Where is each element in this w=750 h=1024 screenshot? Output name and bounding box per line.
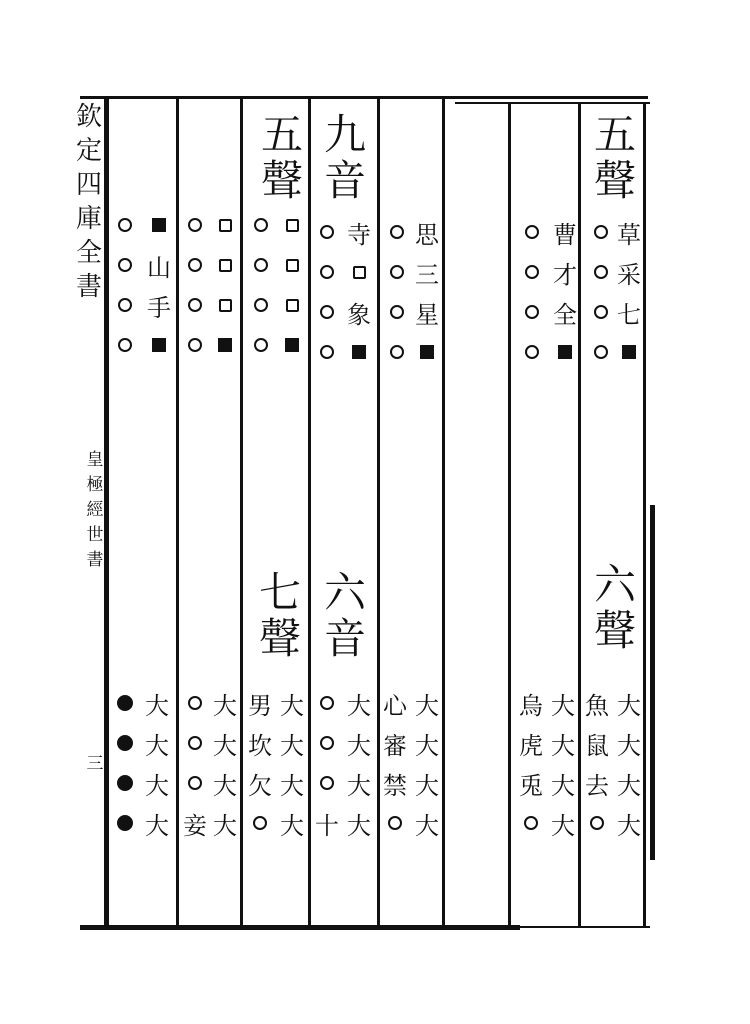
glyph-text: 大: [551, 731, 575, 760]
upper-column: [208, 205, 242, 365]
heading-wu-sheng-right: 五聲: [593, 110, 636, 205]
circle-mark: [310, 292, 344, 332]
lower-column: [208, 683, 242, 843]
filled-square-mark-shape: [218, 338, 232, 352]
glyph-text: 星: [415, 300, 439, 329]
circle-mark: [243, 803, 277, 843]
filled-circle-mark: [108, 683, 142, 723]
circle-mark-shape: [320, 225, 334, 239]
glyph-text: 全: [553, 300, 577, 329]
circle-mark-shape: [320, 776, 334, 790]
filled-square-mark-shape: [558, 345, 572, 359]
filled-square-mark: [142, 205, 176, 245]
glyph-text: 大: [145, 811, 169, 840]
circle-mark-shape: [390, 225, 404, 239]
glyph-text: 禁: [383, 771, 407, 800]
circle-mark: [108, 205, 142, 245]
glyph-text: 七: [617, 300, 641, 329]
heading-qi-sheng: 七聲: [258, 568, 301, 663]
circle-mark-shape: [254, 298, 268, 312]
circle-mark: [178, 683, 212, 723]
filled-circle-mark-shape: [117, 735, 133, 751]
glyph-text: 大: [347, 771, 371, 800]
glyph-text: 大: [415, 691, 439, 720]
upper-column: [548, 212, 582, 372]
glyph-text: 心: [383, 691, 407, 720]
hollow-square-mark: [275, 285, 309, 325]
glyph-text: 大: [280, 691, 304, 720]
circle-mark-shape: [254, 258, 268, 272]
hollow-square-mark: [275, 205, 309, 245]
circle-mark-shape: [188, 736, 202, 750]
circle-mark-shape: [320, 305, 334, 319]
circle-mark: [378, 803, 412, 843]
glyph-text: 大: [213, 691, 237, 720]
lower-column: [342, 683, 376, 843]
hollow-square-mark-shape: [219, 299, 232, 312]
heading-liu-sheng: 六聲: [593, 560, 636, 655]
circle-mark: [515, 292, 549, 332]
filled-square-mark: [612, 332, 646, 372]
glyph-text: 三: [415, 260, 439, 289]
hollow-square-mark-shape: [219, 219, 232, 232]
circle-mark-shape: [188, 298, 202, 312]
circle-mark-shape: [320, 696, 334, 710]
circle-mark: [380, 292, 414, 332]
glyph-text: 山: [147, 253, 171, 282]
circle-mark-shape: [118, 258, 132, 272]
circle-mark: [310, 332, 344, 372]
circle-mark-shape: [388, 816, 402, 830]
lower-column: [178, 683, 212, 843]
hollow-square-mark-shape: [286, 259, 299, 272]
glyph-text: 手: [147, 293, 171, 322]
circle-mark: [244, 285, 278, 325]
top-rule: [80, 96, 648, 99]
filled-square-mark: [410, 332, 444, 372]
hollow-square-mark: [208, 285, 242, 325]
circle-mark-shape: [320, 265, 334, 279]
lower-column: [612, 683, 646, 843]
circle-mark-shape: [525, 305, 539, 319]
circle-mark: [108, 325, 142, 365]
glyph-text: 大: [415, 811, 439, 840]
circle-mark: [108, 245, 142, 285]
circle-mark: [178, 285, 212, 325]
glyph-text: 審: [383, 731, 407, 760]
circle-mark: [310, 723, 344, 763]
glyph-text: 曹: [553, 220, 577, 249]
glyph-text: 虎: [519, 731, 543, 760]
circle-mark-shape: [188, 338, 202, 352]
glyph-text: 兎: [519, 771, 543, 800]
filled-circle-mark-shape: [117, 815, 133, 831]
glyph-text: 男: [248, 691, 272, 720]
circle-mark: [515, 252, 549, 292]
circle-mark-shape: [594, 265, 608, 279]
circle-mark-shape: [188, 258, 202, 272]
filled-circle-mark: [108, 803, 142, 843]
filled-square-mark: [548, 332, 582, 372]
circle-mark-shape: [188, 696, 202, 710]
hollow-square-mark-shape: [353, 266, 366, 279]
circle-mark-shape: [188, 218, 202, 232]
hollow-square-mark: [208, 205, 242, 245]
hollow-square-mark-shape: [286, 299, 299, 312]
circle-mark-shape: [525, 265, 539, 279]
lower-column: [546, 683, 580, 843]
hollow-square-mark: [208, 245, 242, 285]
glyph-text: 大: [280, 811, 304, 840]
circle-mark: [380, 212, 414, 252]
glyph-text: 大: [213, 731, 237, 760]
glyph-text: 欠: [248, 771, 272, 800]
bottom-rule-right: [520, 926, 650, 928]
glyph-text: 大: [280, 731, 304, 760]
heading-liu-yin: 六音: [323, 568, 366, 663]
circle-mark: [580, 803, 614, 843]
heading-jiu-yin: 九音: [323, 110, 366, 205]
upper-column: [612, 212, 646, 372]
glyph-text: 鼠: [585, 731, 609, 760]
circle-mark: [178, 325, 212, 365]
glyph-text: 烏: [519, 691, 543, 720]
lower-column: [378, 683, 412, 843]
hollow-square-mark-shape: [286, 219, 299, 232]
lower-column: [410, 683, 444, 843]
circle-mark-shape: [118, 218, 132, 232]
upper-column: [275, 205, 309, 365]
glyph-text: 大: [415, 771, 439, 800]
filled-square-mark-shape: [152, 338, 166, 352]
glyph-text: 大: [145, 771, 169, 800]
circle-mark-shape: [390, 305, 404, 319]
circle-mark-shape: [594, 225, 608, 239]
lower-column: [275, 683, 309, 843]
lower-column: [140, 683, 174, 843]
margin-title: 欽定四庫全書: [75, 102, 102, 302]
circle-mark-shape: [525, 345, 539, 359]
glyph-text: 魚: [585, 691, 609, 720]
glyph-text: 大: [551, 811, 575, 840]
glyph-text: 草: [617, 220, 641, 249]
glyph-text: 大: [145, 691, 169, 720]
filled-circle-mark: [108, 723, 142, 763]
circle-mark-shape: [594, 345, 608, 359]
circle-mark-shape: [390, 345, 404, 359]
filled-square-mark-shape: [622, 345, 636, 359]
glyph-text: 大: [617, 731, 641, 760]
top-rule-right: [455, 102, 650, 104]
filled-square-mark-shape: [420, 345, 434, 359]
filled-square-mark: [208, 325, 242, 365]
circle-mark: [178, 763, 212, 803]
glyph-text: 大: [145, 731, 169, 760]
circle-mark: [244, 325, 278, 365]
circle-mark: [380, 332, 414, 372]
glyph-text: 大: [213, 771, 237, 800]
filled-circle-mark-shape: [117, 695, 133, 711]
filled-square-mark: [275, 325, 309, 365]
circle-mark-shape: [118, 298, 132, 312]
glyph-text: 大: [617, 811, 641, 840]
lower-column: [243, 683, 277, 843]
glyph-text: 妾: [183, 811, 207, 840]
circle-mark: [514, 803, 548, 843]
filled-square-mark-shape: [352, 345, 366, 359]
glyph-text: 大: [617, 691, 641, 720]
circle-mark: [244, 205, 278, 245]
circle-mark-shape: [320, 736, 334, 750]
circle-mark: [310, 683, 344, 723]
filled-square-mark-shape: [285, 338, 299, 352]
glyph-text: 采: [617, 260, 641, 289]
glyph-text: 大: [213, 811, 237, 840]
lower-column: [108, 683, 142, 843]
circle-mark: [108, 285, 142, 325]
circle-mark-shape: [524, 816, 538, 830]
glyph-text: 坎: [248, 731, 272, 760]
upper-column: [342, 212, 376, 372]
upper-column: [380, 212, 414, 372]
upper-column: [178, 205, 212, 365]
hollow-square-mark-shape: [219, 259, 232, 272]
circle-mark-shape: [390, 265, 404, 279]
glyph-text: 大: [347, 811, 371, 840]
glyph-text: 去: [585, 771, 609, 800]
circle-mark-shape: [594, 305, 608, 319]
circle-mark-shape: [590, 816, 604, 830]
lower-column: [514, 683, 548, 843]
margin-page-number: 三: [86, 754, 104, 774]
lower-column: [310, 683, 344, 843]
hollow-square-mark: [342, 252, 376, 292]
glyph-text: 大: [347, 731, 371, 760]
circle-mark: [310, 252, 344, 292]
glyph-text: 大: [551, 691, 575, 720]
circle-mark: [515, 212, 549, 252]
glyph-text: 大: [347, 691, 371, 720]
circle-mark-shape: [525, 225, 539, 239]
right-edge-bar: [650, 505, 655, 860]
circle-mark: [310, 212, 344, 252]
glyph-text: 寺: [347, 220, 371, 249]
circle-mark-shape: [118, 338, 132, 352]
glyph-text: 才: [553, 260, 577, 289]
upper-column: [410, 212, 444, 372]
circle-mark: [178, 205, 212, 245]
circle-mark: [244, 245, 278, 285]
circle-mark-shape: [254, 218, 268, 232]
glyph-text: 象: [347, 300, 371, 329]
upper-column: [310, 212, 344, 372]
circle-mark: [380, 252, 414, 292]
filled-circle-mark-shape: [117, 775, 133, 791]
bottom-rule: [80, 925, 520, 930]
glyph-text: 思: [415, 220, 439, 249]
upper-column: [244, 205, 278, 365]
circle-mark-shape: [188, 776, 202, 790]
heading-wu-sheng-left: 五聲: [260, 110, 303, 205]
glyph-text: 十: [315, 811, 339, 840]
filled-square-mark: [342, 332, 376, 372]
circle-mark-shape: [253, 816, 267, 830]
circle-mark: [178, 245, 212, 285]
circle-mark: [178, 723, 212, 763]
upper-column: [108, 205, 142, 365]
upper-column: [142, 205, 176, 365]
column-divider: [508, 102, 511, 927]
glyph-text: 大: [551, 771, 575, 800]
margin-book-title: 皇極經世書: [86, 450, 104, 570]
glyph-text: 大: [617, 771, 641, 800]
glyph-text: 大: [280, 771, 304, 800]
circle-mark-shape: [320, 345, 334, 359]
upper-column: [515, 212, 549, 372]
circle-mark: [515, 332, 549, 372]
circle-mark-shape: [254, 338, 268, 352]
glyph-text: 大: [415, 731, 439, 760]
hollow-square-mark: [275, 245, 309, 285]
lower-column: [580, 683, 614, 843]
filled-circle-mark: [108, 763, 142, 803]
circle-mark: [310, 763, 344, 803]
filled-square-mark-shape: [152, 218, 166, 232]
filled-square-mark: [142, 325, 176, 365]
